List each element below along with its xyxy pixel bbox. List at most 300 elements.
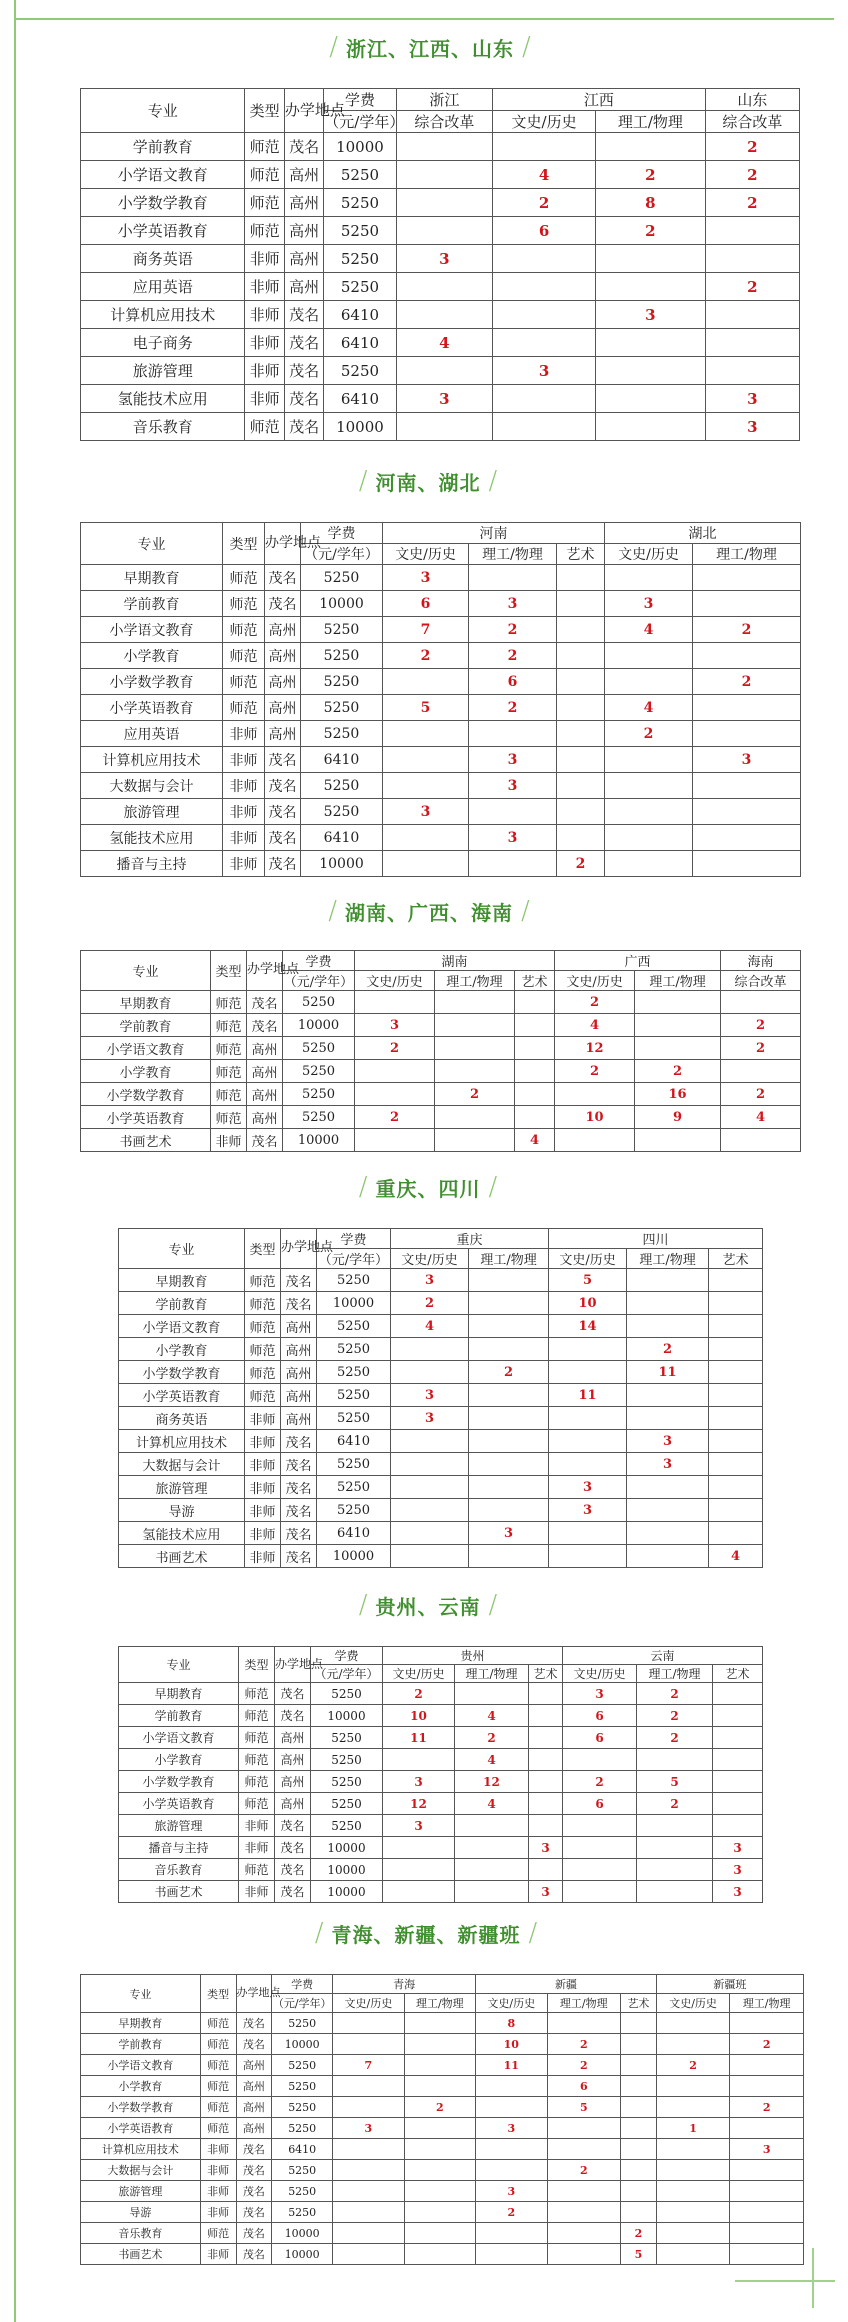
cell-quota: 6	[469, 669, 557, 695]
cell-quota: 8	[476, 2013, 547, 2034]
table-row	[119, 1315, 763, 1338]
cell-major: 小学数学教育	[81, 2097, 201, 2118]
cell-major: 小学教育	[81, 2076, 201, 2097]
cell-quota	[656, 2013, 730, 2034]
header-li: 理工/物理	[469, 544, 557, 565]
cell-quota	[557, 695, 605, 721]
cell-fee: 10000	[283, 1014, 355, 1037]
header-wen3: 文史/历史	[656, 1994, 730, 2013]
header-major: 专业	[81, 523, 223, 565]
cell-quota: 4	[605, 617, 693, 643]
cell-major: 小学数学教育	[119, 1361, 245, 1384]
cell-quota	[605, 747, 693, 773]
cell-fee: 10000	[301, 851, 383, 877]
cell-type: 师范	[200, 2013, 236, 2034]
cell-quota: 2	[621, 2223, 657, 2244]
cell-quota: 2	[730, 2034, 804, 2055]
header-hainan: 海南	[721, 951, 801, 971]
cell-quota	[627, 1292, 709, 1315]
cell-quota	[404, 2181, 475, 2202]
cell-quota	[435, 1106, 515, 1129]
table-row	[81, 2139, 804, 2160]
cell-quota: 3	[476, 2118, 547, 2139]
cell-quota: 2	[435, 1083, 515, 1106]
cell-location: 高州	[265, 669, 301, 695]
cell-quota	[404, 2244, 475, 2265]
cell-quota: 3	[396, 385, 492, 413]
cell-quota	[709, 1269, 763, 1292]
header-art: 艺术	[557, 544, 605, 565]
table-zj-jx-sd	[80, 88, 800, 441]
cell-fee: 5250	[283, 1060, 355, 1083]
cell-fee: 5250	[311, 1749, 383, 1771]
cell-type: 师范	[223, 695, 265, 721]
header-art2: 艺术	[713, 1665, 763, 1683]
table-row	[119, 1545, 763, 1568]
cell-quota	[713, 1683, 763, 1705]
header-sichuan: 四川	[549, 1229, 763, 1249]
cell-quota	[709, 1407, 763, 1430]
cell-quota	[656, 2160, 730, 2181]
table-hn-hb	[80, 522, 801, 877]
header-wen2: 文史/历史	[605, 544, 693, 565]
cell-quota	[469, 1384, 549, 1407]
cell-quota	[635, 1037, 721, 1060]
cell-major: 商务英语	[81, 245, 245, 273]
cell-type: 师范	[245, 189, 284, 217]
cell-major: 小学英语教育	[81, 695, 223, 721]
cell-major: 小学英语教育	[81, 2118, 201, 2139]
cell-quota	[557, 669, 605, 695]
cell-quota	[549, 1361, 627, 1384]
cell-major: 小学数学教育	[81, 669, 223, 695]
cell-fee: 5250	[324, 273, 396, 301]
header-qinghai: 青海	[333, 1975, 476, 1994]
cell-quota	[529, 1727, 563, 1749]
cell-major: 大数据与会计	[81, 773, 223, 799]
cell-fee: 5250	[283, 991, 355, 1014]
cell-quota	[621, 2118, 657, 2139]
cell-quota: 10	[383, 1705, 455, 1727]
header-zhejiang: 浙江	[396, 89, 492, 111]
header-zh: 综合改革	[721, 971, 801, 991]
cell-quota: 4	[605, 695, 693, 721]
cell-quota	[635, 1129, 721, 1152]
cell-quota: 6	[383, 591, 469, 617]
cell-quota	[596, 357, 706, 385]
cell-fee: 10000	[311, 1705, 383, 1727]
table-row	[81, 301, 800, 329]
cell-quota: 2	[455, 1727, 529, 1749]
cell-quota	[333, 2013, 404, 2034]
cell-location: 茂名	[247, 1014, 283, 1037]
cell-type: 师范	[223, 591, 265, 617]
cell-quota	[455, 1837, 529, 1859]
cell-quota	[469, 1407, 549, 1430]
table-row	[81, 1129, 801, 1152]
cell-fee: 5250	[317, 1476, 391, 1499]
cell-quota	[656, 2139, 730, 2160]
cell-quota: 3	[493, 357, 596, 385]
cell-quota	[693, 773, 801, 799]
cell-location: 高州	[236, 2055, 272, 2076]
cell-location: 高州	[247, 1060, 283, 1083]
cell-type: 师范	[200, 2118, 236, 2139]
cell-location: 高州	[284, 245, 323, 273]
header-li2: 理工/物理	[627, 1249, 709, 1269]
cell-quota: 2	[469, 617, 557, 643]
cell-quota: 3	[383, 799, 469, 825]
header-fee: 学费	[272, 1975, 333, 1994]
table-row	[81, 329, 800, 357]
cell-quota	[605, 773, 693, 799]
cell-fee: 5250	[283, 1106, 355, 1129]
header-type: 类型	[245, 1229, 281, 1269]
cell-quota	[529, 1815, 563, 1837]
cell-quota	[515, 991, 555, 1014]
cell-quota	[455, 1815, 529, 1837]
cell-quota	[355, 991, 435, 1014]
cell-location: 茂名	[236, 2160, 272, 2181]
cell-quota: 2	[596, 217, 706, 245]
cell-quota	[721, 991, 801, 1014]
cell-quota	[529, 1705, 563, 1727]
header-li: 理工/物理	[455, 1665, 529, 1683]
cell-quota	[493, 273, 596, 301]
header-type: 类型	[200, 1975, 236, 2013]
cell-quota	[621, 2076, 657, 2097]
header-wen: 文史/历史	[493, 111, 596, 133]
cell-major: 书画艺术	[81, 2244, 201, 2265]
cell-quota: 11	[627, 1361, 709, 1384]
cell-quota	[656, 2244, 730, 2265]
cell-quota	[391, 1499, 469, 1522]
cell-quota: 2	[693, 669, 801, 695]
cell-quota: 2	[555, 1060, 635, 1083]
cell-type: 师范	[239, 1749, 275, 1771]
cell-quota	[656, 2181, 730, 2202]
cell-quota	[557, 799, 605, 825]
cell-fee: 5250	[301, 565, 383, 591]
cell-type: 非师	[200, 2160, 236, 2181]
cell-major: 小学数学教育	[81, 1083, 211, 1106]
header-fee: 学费	[317, 1229, 391, 1249]
cell-quota	[621, 2055, 657, 2076]
cell-fee: 6410	[324, 301, 396, 329]
cell-major: 应用英语	[81, 273, 245, 301]
table-row	[81, 2097, 804, 2118]
header-type: 类型	[239, 1647, 275, 1683]
cell-quota: 11	[549, 1384, 627, 1407]
cell-location: 茂名	[281, 1545, 317, 1568]
cell-quota: 3	[383, 1815, 455, 1837]
cell-fee: 10000	[272, 2223, 333, 2244]
header-henan: 河南	[383, 523, 605, 544]
cell-quota: 10	[476, 2034, 547, 2055]
cell-quota: 6	[563, 1705, 637, 1727]
cell-quota	[396, 189, 492, 217]
cell-quota	[605, 643, 693, 669]
cell-type: 师范	[245, 217, 284, 245]
table-row	[81, 773, 801, 799]
cell-quota	[383, 851, 469, 877]
cell-major: 计算机应用技术	[81, 747, 223, 773]
cell-quota	[396, 161, 492, 189]
cell-quota	[730, 2160, 804, 2181]
cell-location: 茂名	[275, 1683, 311, 1705]
cell-quota	[383, 773, 469, 799]
cell-type: 非师	[239, 1881, 275, 1903]
cell-location: 茂名	[236, 2181, 272, 2202]
cell-location: 茂名	[265, 747, 301, 773]
cell-quota	[637, 1881, 713, 1903]
cell-fee: 6410	[317, 1430, 391, 1453]
cell-fee: 5250	[317, 1269, 391, 1292]
header-wen2: 文史/历史	[476, 1994, 547, 2013]
table-cq-sc	[118, 1228, 763, 1568]
cell-quota: 4	[515, 1129, 555, 1152]
cell-fee: 5250	[272, 2055, 333, 2076]
cell-quota: 6	[547, 2076, 621, 2097]
cell-location: 茂名	[275, 1859, 311, 1881]
cell-location: 茂名	[284, 357, 323, 385]
cell-location: 茂名	[281, 1292, 317, 1315]
cell-major: 旅游管理	[81, 799, 223, 825]
cell-fee: 10000	[301, 591, 383, 617]
section-title-qh-xj-xjb: / 青海、新疆、新疆班 /	[314, 1918, 538, 1948]
cell-location: 茂名	[284, 413, 323, 441]
cell-type: 非师	[245, 273, 284, 301]
cell-major: 计算机应用技术	[81, 2139, 201, 2160]
cell-major: 小学数学教育	[81, 189, 245, 217]
cell-quota	[709, 1499, 763, 1522]
cell-quota	[693, 825, 801, 851]
table-row	[81, 2244, 804, 2265]
header-fee-unit: （元/学年）	[301, 544, 383, 565]
header-chongqing: 重庆	[391, 1229, 549, 1249]
table-row	[81, 1037, 801, 1060]
cell-quota	[721, 1060, 801, 1083]
cell-type: 师范	[245, 413, 284, 441]
cell-quota	[469, 851, 557, 877]
cell-location: 高州	[284, 161, 323, 189]
cell-quota: 11	[476, 2055, 547, 2076]
table-row	[81, 591, 801, 617]
cell-quota: 2	[469, 1361, 549, 1384]
cell-quota	[391, 1545, 469, 1568]
cell-quota	[469, 1338, 549, 1361]
cell-quota	[709, 1430, 763, 1453]
cell-location: 高州	[236, 2097, 272, 2118]
cell-quota	[713, 1815, 763, 1837]
cell-major: 电子商务	[81, 329, 245, 357]
cell-quota	[515, 1106, 555, 1129]
cell-type: 师范	[200, 2097, 236, 2118]
cell-type: 非师	[200, 2139, 236, 2160]
cell-quota	[730, 2076, 804, 2097]
table-row	[81, 2202, 804, 2223]
cell-location: 高州	[275, 1793, 311, 1815]
cell-location: 高州	[265, 617, 301, 643]
header-zh: 综合改革	[396, 111, 492, 133]
header-fee-unit: （元/学年）	[272, 1994, 333, 2013]
section-title-cq-sc: / 重庆、四川 /	[358, 1172, 498, 1202]
cell-quota: 11	[383, 1727, 455, 1749]
cell-quota: 2	[493, 189, 596, 217]
header-fee-unit: （元/学年）	[324, 111, 396, 133]
cell-quota: 3	[469, 1522, 549, 1545]
header-shandong: 山东	[705, 89, 799, 111]
cell-fee: 5250	[317, 1499, 391, 1522]
cell-quota	[404, 2118, 475, 2139]
cell-major: 早期教育	[81, 565, 223, 591]
cell-major: 音乐教育	[119, 1859, 239, 1881]
cell-type: 师范	[245, 1384, 281, 1407]
cell-quota	[404, 2055, 475, 2076]
cell-quota	[557, 747, 605, 773]
cell-major: 早期教育	[81, 991, 211, 1014]
cell-type: 师范	[245, 1292, 281, 1315]
table-row	[81, 1106, 801, 1129]
cell-quota	[637, 1859, 713, 1881]
table-row	[81, 991, 801, 1014]
cell-type: 非师	[223, 799, 265, 825]
cell-quota	[383, 1859, 455, 1881]
table-row	[81, 695, 801, 721]
cell-location: 茂名	[265, 591, 301, 617]
cell-quota	[469, 1499, 549, 1522]
cell-quota: 3	[563, 1683, 637, 1705]
cell-fee: 5250	[272, 2013, 333, 2034]
cell-quota	[563, 1837, 637, 1859]
table-row	[81, 133, 800, 161]
cell-quota	[596, 413, 706, 441]
cell-quota	[555, 1083, 635, 1106]
table-row	[119, 1859, 763, 1881]
cell-quota: 3	[391, 1384, 469, 1407]
cell-quota	[355, 1060, 435, 1083]
cell-quota: 2	[555, 991, 635, 1014]
cell-type: 非师	[223, 851, 265, 877]
table-row	[81, 273, 800, 301]
cell-quota	[656, 2202, 730, 2223]
cell-location: 茂名	[275, 1815, 311, 1837]
cell-major: 小学语文教育	[81, 617, 223, 643]
header-wen: 文史/历史	[383, 544, 469, 565]
cell-location: 茂名	[281, 1476, 317, 1499]
cell-quota: 12	[455, 1771, 529, 1793]
cell-location: 高州	[275, 1749, 311, 1771]
cell-quota: 2	[383, 643, 469, 669]
header-location: 办学地点	[284, 89, 323, 133]
cell-fee: 6410	[317, 1522, 391, 1545]
cell-quota: 12	[555, 1037, 635, 1060]
cell-type: 师范	[239, 1683, 275, 1705]
cell-major: 学前教育	[119, 1705, 239, 1727]
cell-quota	[476, 2139, 547, 2160]
cell-location: 高州	[281, 1338, 317, 1361]
cell-quota: 4	[396, 329, 492, 357]
cell-major: 计算机应用技术	[81, 301, 245, 329]
header-li: 理工/物理	[596, 111, 706, 133]
header-guizhou: 贵州	[383, 1647, 563, 1665]
cell-quota	[404, 2013, 475, 2034]
cell-quota	[396, 217, 492, 245]
cell-quota: 14	[549, 1315, 627, 1338]
cell-quota	[549, 1430, 627, 1453]
cell-quota: 2	[469, 695, 557, 721]
cell-quota	[469, 721, 557, 747]
cell-location: 茂名	[265, 565, 301, 591]
cell-major: 旅游管理	[81, 2181, 201, 2202]
table-row	[81, 747, 801, 773]
section-title-zj-jx-sd: / 浙江、江西、山东 /	[329, 32, 531, 62]
cell-quota: 5	[547, 2097, 621, 2118]
cell-fee: 5250	[317, 1361, 391, 1384]
cell-type: 师范	[211, 1106, 247, 1129]
table-row	[119, 1384, 763, 1407]
table-row	[81, 825, 801, 851]
cell-fee: 6410	[324, 329, 396, 357]
cell-fee: 6410	[301, 747, 383, 773]
frame-left-line	[14, 0, 16, 2322]
cell-fee: 6410	[324, 385, 396, 413]
cell-quota: 2	[469, 643, 557, 669]
table-row	[81, 2076, 804, 2097]
cell-quota	[547, 2118, 621, 2139]
cell-quota	[627, 1476, 709, 1499]
cell-quota: 3	[469, 591, 557, 617]
cell-quota: 3	[383, 565, 469, 591]
cell-quota	[596, 329, 706, 357]
cell-quota	[455, 1683, 529, 1705]
cell-quota: 3	[713, 1859, 763, 1881]
cell-location: 茂名	[284, 301, 323, 329]
cell-quota	[656, 2076, 730, 2097]
cell-major: 大数据与会计	[119, 1453, 245, 1476]
cell-fee: 10000	[283, 1129, 355, 1152]
cell-quota	[547, 2202, 621, 2223]
cell-quota: 6	[563, 1793, 637, 1815]
cell-quota	[333, 2244, 404, 2265]
cell-type: 师范	[211, 1060, 247, 1083]
cell-quota: 16	[635, 1083, 721, 1106]
cell-fee: 5250	[301, 617, 383, 643]
table-gz-yn	[118, 1646, 763, 1903]
cell-location: 高州	[275, 1727, 311, 1749]
table-row	[81, 1083, 801, 1106]
cell-quota: 3	[469, 825, 557, 851]
cell-quota	[469, 1315, 549, 1338]
cell-quota	[435, 1129, 515, 1152]
cell-quota	[435, 1037, 515, 1060]
cell-type: 非师	[200, 2181, 236, 2202]
cell-location: 高州	[236, 2076, 272, 2097]
cell-major: 旅游管理	[119, 1815, 239, 1837]
table-row	[81, 217, 800, 245]
cell-quota: 7	[383, 617, 469, 643]
cell-quota: 2	[383, 1683, 455, 1705]
cell-quota	[705, 357, 799, 385]
cell-type: 师范	[245, 161, 284, 189]
cell-type: 非师	[245, 329, 284, 357]
cell-location: 高州	[284, 189, 323, 217]
cell-location: 茂名	[284, 385, 323, 413]
cell-quota: 1	[656, 2118, 730, 2139]
cell-fee: 5250	[301, 799, 383, 825]
table-row	[119, 1430, 763, 1453]
cell-type: 非师	[245, 385, 284, 413]
